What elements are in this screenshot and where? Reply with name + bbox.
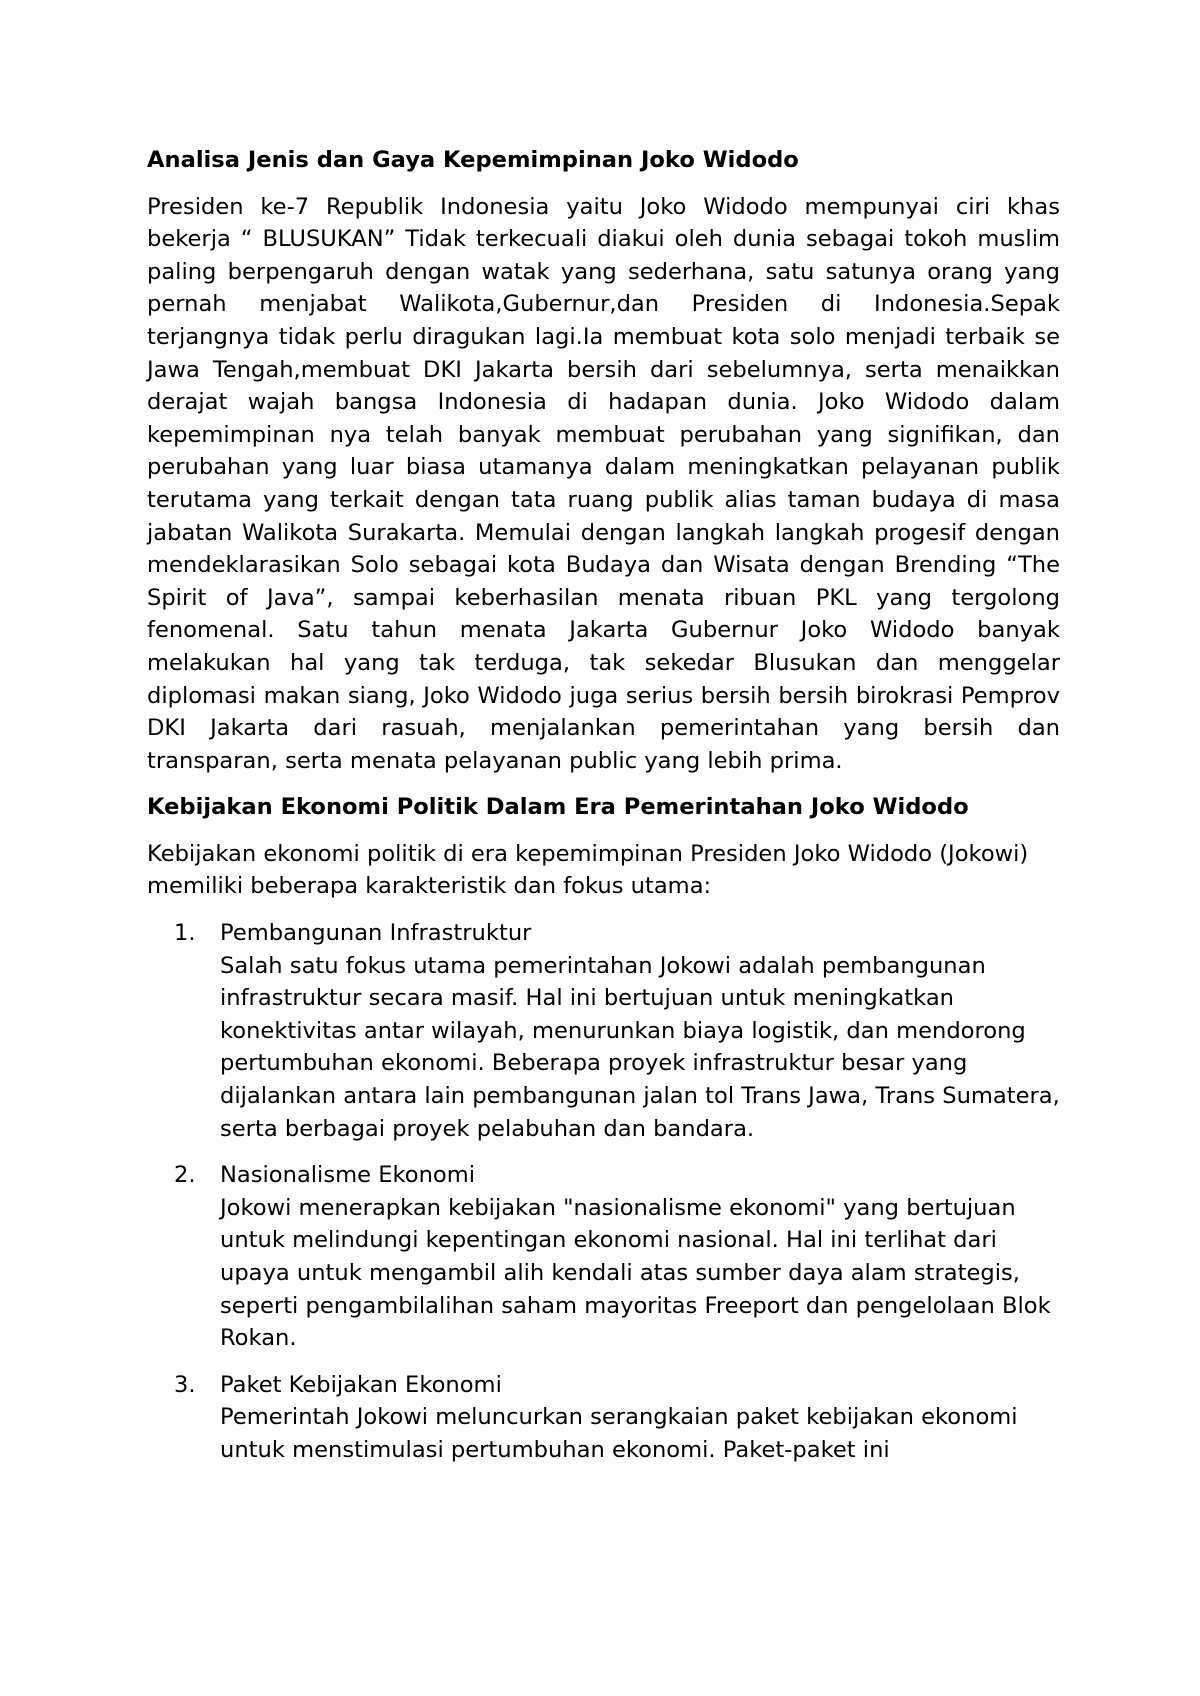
- list-item-title: Nasionalisme Ekonomi: [220, 1162, 476, 1189]
- list-item: [174, 1159, 1060, 1355]
- list-item-body: Salah satu fokus utama pemerintahan Jokowi adalah pembangunan infrastruktur secara masif. Hal ini bertujuan untuk meningkatkan konektivitas antar wilayah, menurunkan biaya logistik, dan mendorong pertumbuhan ekonomi. Beberapa proyek infrastruktur besar yang dijalankan antara lain pembangunan jalan tol Trans Jawa, Trans Sumatera, serta berbagai proyek pelabuhan dan bandara.: [220, 952, 1060, 1142]
- list-item: [174, 917, 1060, 1145]
- economic-policy-list: [147, 917, 1060, 1467]
- list-item-body: Jokowi menerapkan kebijakan "nasionalisme ekonomi" yang bertujuan untuk melindungi kepentingan ekonomi nasional. Hal ini terlihat dari upaya untuk mengambil alih kendali atas sumber daya alam strategis, seperti pengambilalihan saham mayoritas Freeport dan pengelolaan Blok Rokan.: [220, 1194, 1051, 1352]
- list-item-number: 3.: [174, 1371, 196, 1398]
- economic-policy-intro: Kebijakan ekonomi politik di era kepemimpinan Presiden Joko Widodo (Jokowi) memiliki beberapa karakteristik dan fokus utama:: [147, 840, 1029, 900]
- section-title-economic-policy: Kebijakan Ekonomi Politik Dalam Era Pemerintahan Joko Widodo: [147, 794, 969, 821]
- list-item-title: Paket Kebijakan Ekonomi: [220, 1371, 502, 1398]
- document-page: [147, 144, 1060, 1481]
- list-item: [174, 1369, 1060, 1467]
- section-title-leadership: Analisa Jenis dan Gaya Kepemimpinan Joko Widodo: [147, 147, 799, 173]
- list-item-number: 2.: [174, 1162, 196, 1189]
- leadership-paragraph: Presiden ke-7 Republik Indonesia yaitu Joko Widodo mempunyai ciri khas bekerja “ BLUSUKAN” Tidak terkecuali diakui oleh dunia sebagai tokoh muslim paling berpengaruh dengan watak yang sederhana, satu satunya orang yang pernah menjabat Walikota,Gubernur,dan Presiden di Indonesia.Sepak terjangnya tidak perlu diragukan lagi.Ia membuat kota solo menjadi terbaik se Jawa Tengah,membuat DKI Jakarta bersih dari sebelumnya, serta menaikkan derajat wajah bangsa Indonesia di hadapan dunia. Joko Widodo dalam kepemimpinan nya telah banyak membuat perubahan yang signifikan, dan perubahan yang luar biasa utamanya dalam meningkatkan pelayanan publik terutama yang terkait dengan tata ruang publik alias taman budaya di masa jabatan Walikota Surakarta. Memulai dengan langkah langkah progesif dengan mendeklarasikan Solo sebagai kota Budaya dan Wisata dengan Brending “The Spirit of Java”, sampai keberhasilan menata ribuan PKL yang tergolong fenomenal. Satu tahun menata Jakarta Gubernur Joko Widodo banyak melakukan hal yang tak terduga, tak sekedar Blusukan dan menggelar diplomasi makan siang, Joko Widodo juga serius bersih bersih birokrasi Pemprov DKI Jakarta dari rasuah, menjalankan pemerintahan yang bersih dan transparan, serta menata pelayanan public yang lebih prima.: [147, 193, 1060, 774]
- list-item-body: Pemerintah Jokowi meluncurkan serangkaian paket kebijakan ekonomi untuk menstimulasi pertumbuhan ekonomi. Paket-paket ini: [220, 1404, 1018, 1463]
- list-item-title: Pembangunan Infrastruktur: [220, 920, 532, 947]
- list-item-number: 1.: [174, 920, 196, 947]
